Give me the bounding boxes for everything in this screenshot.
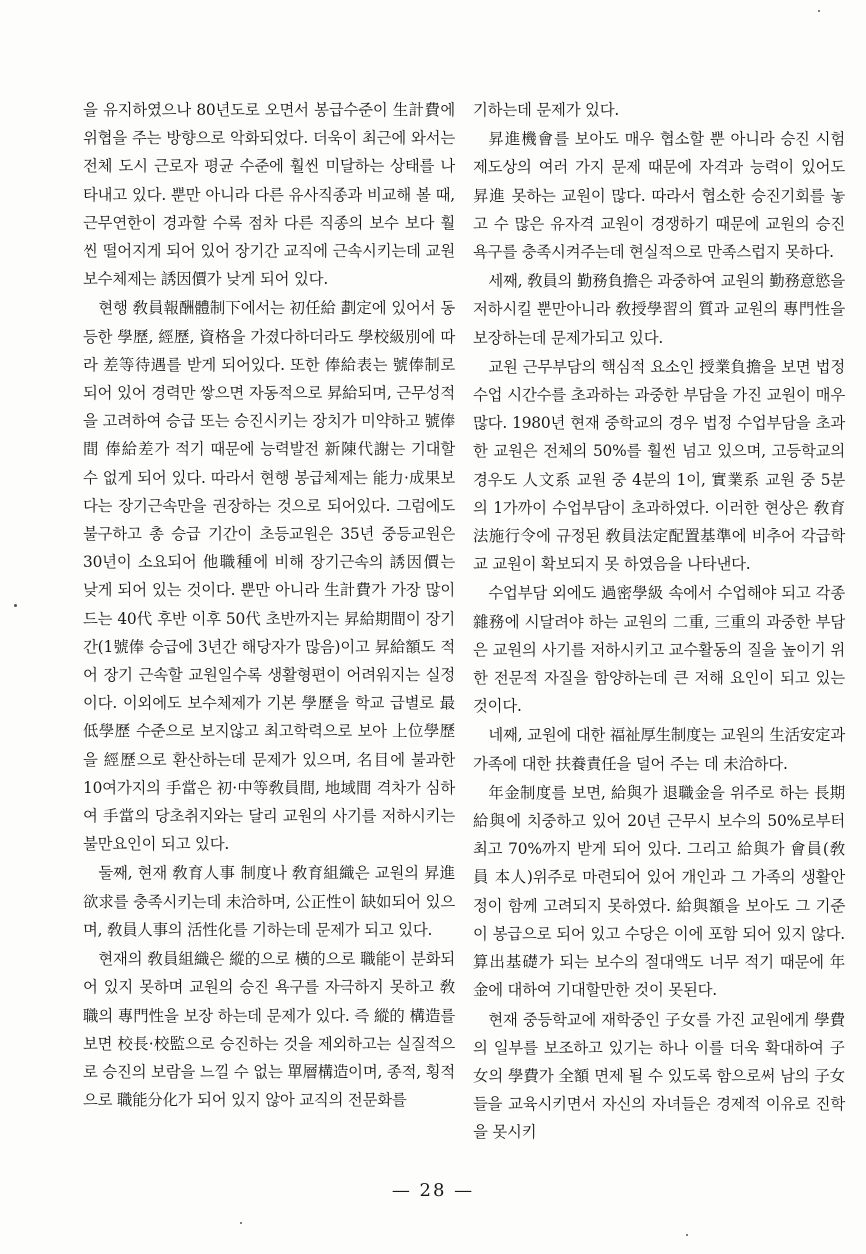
paragraph: 기하는데 문제가 있다. (473, 101, 620, 119)
scan-speck (240, 1222, 242, 1224)
paragraph: 둘째, 현재 敎育人事 制度나 敎育組織은 교원의 昇進欲求를 충족시키는데 未洽하며, 公正性이 缺如되어 있으며, 敎員人事의 活性化를 기하는데 문제가 되고 있다. (83, 864, 455, 939)
paragraph: 현행 敎員報酬體制下에서는 初任給 劃定에 있어서 동등한 學歷, 經歷, 資格을 가졌다하더라도 學校級別에 따라 差等待遇를 받게 되어있다. 또한 俸給表는 號俸制로 되어 있어 경력만 쌓으면 자동적으로 昇給되며, 근무성적을 고려하여 승급 또는 승진시키는 장치가 미약하고 號俸間 俸給差가 적기 때문에 능력발전 新陳代謝는 기대할 수 없게 되어 있다. 따라서 현행 봉급체제는 能力·成果보다는 장기근속만을 권장하는 것으로 되어있다. 그럼에도 불구하고 총 승급 기간이 초등교원은 35년 중등교원은 30년이 소요되어 他職種에 비해 장기근속의 誘因價는 낮게 되어 있는 것이다. 뿐만 아니라 生計費가 가장 많이 드는 40代 후반 이후 50代 초반까지는 昇給期間이 장기간(1號俸 승급에 3년간 해당자가 많음)이고 昇給額도 적어 장기 근속할 교원일수록 생활형편이 어려워지는 실정이다. 이외에도 보수체제가 기본 學歷을 학교 급별로 最低學歷 수준으로 보지않고 최고학력으로 보아 上位學歷을 經歷으로 환산하는데 문제가 있으며, 名目에 불과한 10여가지의 手當은 初·中等敎員間, 地域間 격차가 심하여 手當의 당초취지와는 달리 교원의 사기를 저하시키는 불만요인이 되고 있다. (83, 299, 455, 854)
scan-speck (686, 1234, 688, 1236)
right-column (473, 96, 845, 1147)
paragraph: 네째, 교원에 대한 福祉厚生制度는 교원의 生活安定과 가족에 대한 扶養責任을 덜어 주는 데 未洽하다. (473, 726, 845, 773)
left-column (83, 96, 455, 1114)
paragraph: 을 유지하였으나 80년도로 오면서 봉급수준이 生計費에 위협을 주는 방향으로 악화되었다. 더욱이 최근에 와서는 전체 도시 근로자 평균 수준에 훨씬 미달하는 상태를 나타내고 있다. 뿐만 아니라 다른 유사직종과 비교해 볼 때, 근무연한이 경과할 수록 점차 다른 직종의 보수 보다 훨씬 떨어지게 되어 있어 장기간 교직에 근속시키는데 교원 보수체제는 誘因價가 낮게 되어 있다. (83, 101, 455, 289)
scan-speck (14, 604, 17, 607)
paragraph: 교원 근무부담의 핵심적 요소인 授業負擔을 보면 법정 수업 시간수를 초과하는 과중한 부담을 가진 교원이 매우 많다. 1980년 현재 중학교의 경우 법정 수업부담을 초과한 교원은 전체의 50%를 훨씬 넘고 있으며, 고등학교의 경우도 人文系 교원 중 4분의 1이, 實業系 교원 중 5분의 1가까이 수업부담이 초과하였다. 이러한 현상은 敎育法施行令에 규정된 敎員法定配置基準에 비추어 각급학교 교원이 확보되지 못 하였음을 나타낸다. (473, 357, 845, 574)
paragraph: 현재 중등학교에 재학중인 子女를 가진 교원에게 學費의 일부를 보조하고 있기는 하나 이를 더욱 확대하여 子女의 學費가 全額 면제 될 수 있도록 함으로써 남의 子女들을 교육시키면서 자신의 자녀들은 경제적 이유로 진학을 못시키 (473, 1010, 845, 1142)
paragraph: 세째, 敎員의 勤務負擔은 과중하여 교원의 勤務意慾을 저하시킬 뿐만아니라 敎授學習의 質과 교원의 專門性을 보장하는데 문제가되고 있다. (473, 272, 845, 347)
paragraph: 현재의 敎員組織은 縱的으로 橫的으로 職能이 분화되어 있지 못하며 교원의 승진 욕구를 자극하지 못하고 敎職의 專門性을 보장 하는데 문제가 있다. 즉 縱的 構造를 보면 校長·校監으로 승진하는 것을 제외하고는 실질적으로 승진의 보람을 느낄 수 없는 單層構造이며, 종적, 횡적으로 職能分化가 되어 있지 않아 교직의 전문화를 (83, 950, 455, 1110)
scan-speck (818, 10, 820, 12)
page-number: — 28 — (391, 1180, 475, 1201)
paragraph: 昇進機會를 보아도 매우 협소할 뿐 아니라 승진 시험제도상의 여러 가지 문제 때문에 자격과 능력이 있어도 昇進 못하는 교원이 많다. 따라서 협소한 승진기회를 놓고 수 많은 유자격 교원이 경쟁하기 때문에 교원의 승진 욕구를 충족시켜주는데 현실적으로 만족스럽지 못하다. (473, 130, 845, 262)
paragraph: 年金制度를 보면, 給與가 退職金을 위주로 하는 長期給與에 치중하고 있어 20년 근무시 보수의 50%로부터 최고 70%까지 받게 되어 있다. 그리고 給與가 會員(敎員 本人)위주로 마련되어 있어 개인과 그 가족의 생활안정이 함께 고려되지 못하였다. 給與額을 보아도 그 기준이 봉급으로 되어 있고 수당은 이에 포함 되어 있지 않다. 算出基礎가 되는 보수의 절대액도 너무 적기 때문에 年金에 대하여 기대할만한 것이 못된다. (473, 783, 845, 1000)
paragraph: 수업부담 외에도 過密學級 속에서 수업해야 되고 각종 雜務에 시달려야 하는 교원의 二重, 三重의 과중한 부담은 교원의 사기를 저하시키고 교수활동의 질을 높이기 위한 전문적 자질을 함양하는데 큰 저해 요인이 되고 있는 것이다. (473, 584, 845, 716)
